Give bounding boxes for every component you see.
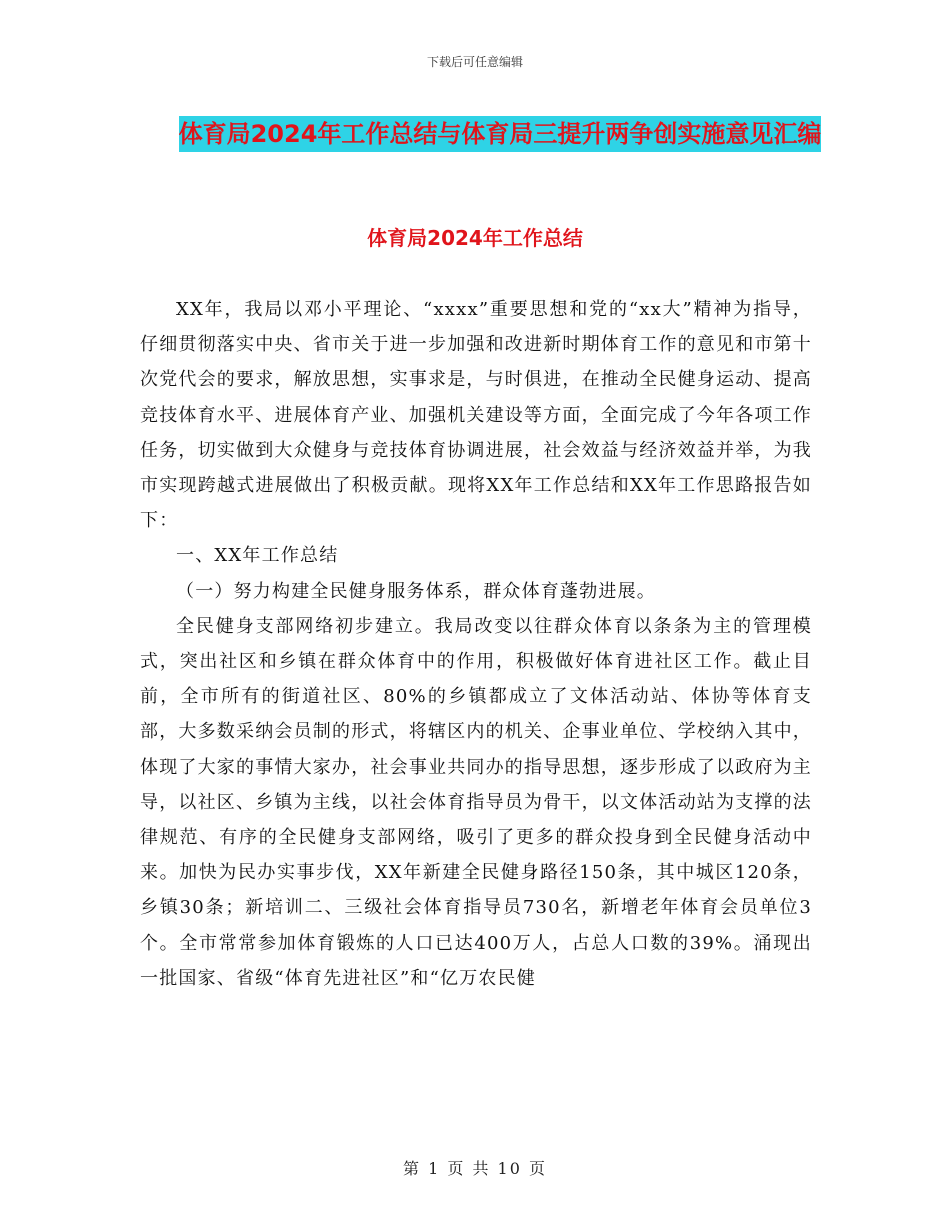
- heading-level-2: （一）努力构建全民健身服务体系，群众体育蓬勃进展。: [176, 580, 656, 602]
- document-title-text: 体育局2024年工作总结与体育局三提升两争创实施意见汇编: [179, 116, 822, 152]
- paragraph-intro: XX年，我局以邓小平理论、“xxxx”重要思想和党的“xx大”精神为指导，仔细贯彻落实中央、省市关于进一步加强和改进新时期体育工作的意见和市第十次党代会的要求，解放思想，实事求是，与时俱进，在推动全民健身运动、提高竞技体育水平、进展体育产业、加强机关建设等方面，全面完成了今年各项工作任务，切实做到大众健身与竞技体育协调进展，社会效益与经济效益并举，为我市实现跨越式进展做出了积极贡献。现将XX年工作总结和XX年工作思路报告如下：: [140, 299, 812, 532]
- page-footer: 第 1 页 共 10 页: [403, 1159, 547, 1178]
- header-note: 下载后可任意编辑: [426, 55, 523, 69]
- paragraph-fitness-network: 全民健身支部网络初步建立。我局改变以往群众体育以条条为主的管理模式，突出社区和乡镇在群众体育中的作用，积极做好体育进社区工作。截止目前，全市所有的街道社区、80%的乡镇都成立了文体活动站、体协等体育支部，大多数采纳会员制的形式，将辖区内的机关、企事业单位、学校纳入其中，体现了大家的事情大家办，社会事业共同办的指导思想，逐步形成了以政府为主导，以社区、乡镇为主线，以社会体育指导员为骨干，以文体活动站为支撑的法律规范、有序的全民健身支部网络，吸引了更多的群众投身到全民健身活动中来。加快为民办实事步伐，XX年新建全民健身路径150条，其中城区120条，乡镇30条；新培训二、三级社会体育指导员730名，新增老年体育会员单位3个。全市常常参加体育锻炼的人口已达400万人，占总人口数的39%。涌现出一批国家、省级“体育先进社区”和“亿万农民健: [140, 615, 812, 989]
- document-body: [140, 292, 812, 996]
- section-title: 体育局2024年工作总结: [367, 226, 583, 250]
- heading-level-1: 一、XX年工作总结: [176, 545, 339, 567]
- document-title: [140, 110, 860, 158]
